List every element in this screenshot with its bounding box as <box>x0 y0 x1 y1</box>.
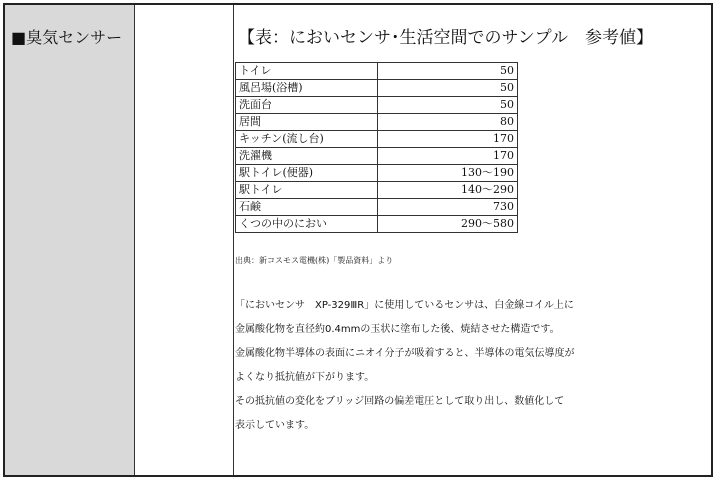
content-area <box>234 5 711 475</box>
place-cell: 石鹸 <box>236 199 378 216</box>
table-row <box>236 80 518 97</box>
place-cell: 居間 <box>236 114 378 131</box>
table-row <box>236 165 518 182</box>
place-cell: 駅トイレ(便器) <box>236 165 378 182</box>
value-cell: 730 <box>378 199 518 216</box>
table-row <box>236 148 518 165</box>
reference-values-table <box>235 62 518 233</box>
description-line: 金属酸化物半導体の表面にニオイ分子が吸着すると、半導体の電気伝導度が <box>235 348 575 359</box>
place-cell: キッチン(流し台) <box>236 131 378 148</box>
value-cell: 50 <box>378 97 518 114</box>
source-note: 出典：新コスモス電機(株)「製品資料」より <box>235 256 394 265</box>
table-row <box>236 97 518 114</box>
value-cell: 140～290 <box>378 182 518 199</box>
place-cell: トイレ <box>236 63 378 80</box>
document-frame <box>3 3 713 477</box>
place-cell: 駅トイレ <box>236 182 378 199</box>
table-row <box>236 199 518 216</box>
sidebar-column <box>5 5 135 475</box>
section-title: ■臭気センサー <box>11 28 123 47</box>
value-cell: 50 <box>378 63 518 80</box>
description-line: その抵抗値の変化をブリッジ回路の偏差電圧として取り出し、数値化して <box>235 396 565 407</box>
value-cell: 290～580 <box>378 216 518 233</box>
description-line: よくなり抵抗値が下がります。 <box>235 372 375 383</box>
place-cell: 風呂場(浴槽) <box>236 80 378 97</box>
value-cell: 80 <box>378 114 518 131</box>
value-cell: 170 <box>378 148 518 165</box>
place-cell: くつの中のにおい <box>236 216 378 233</box>
table-row <box>236 63 518 80</box>
table-row <box>236 131 518 148</box>
value-cell: 170 <box>378 131 518 148</box>
description <box>235 299 575 443</box>
description-line: 表示しています。 <box>235 420 315 431</box>
description-line: 金属酸化物を直径約0.4mmの玉状に塗布した後、焼結させた構造です。 <box>235 324 560 335</box>
place-cell: 洗濯機 <box>236 148 378 165</box>
table-row <box>236 216 518 233</box>
description-line: 「においセンサ XP-329ⅢR」に使用しているセンサは、白金線コイル上に <box>235 300 574 311</box>
table-row <box>236 114 518 131</box>
table-row <box>236 182 518 199</box>
value-cell: 50 <box>378 80 518 97</box>
empty-column <box>135 5 234 475</box>
table-title: 【表：においセンサ･生活空間でのサンプル 参考値】 <box>238 28 653 48</box>
value-cell: 130～190 <box>378 165 518 182</box>
place-cell: 洗面台 <box>236 97 378 114</box>
